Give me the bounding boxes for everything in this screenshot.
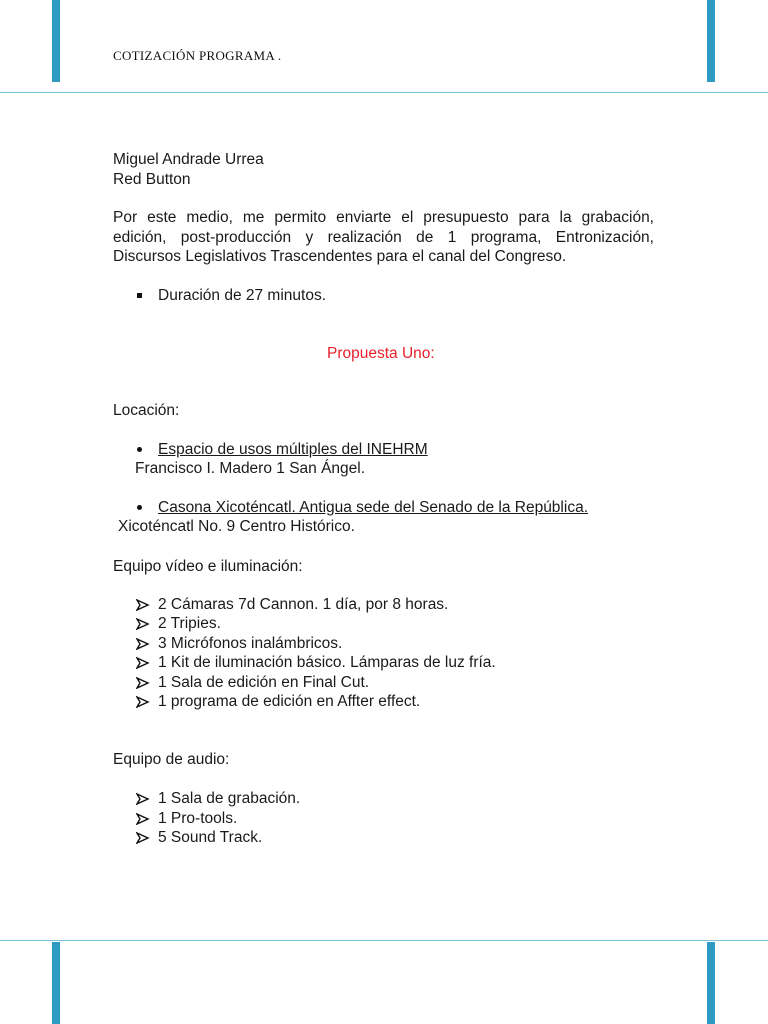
recipient-company: Red Button [113,171,191,188]
bullet-icon [137,505,142,510]
arrow-bullet-icon [136,618,150,630]
arrow-bullet-icon [136,638,150,650]
arrow-bullet-icon [136,599,150,611]
video-item: 1 programa de edición en Affter effect. [158,693,421,710]
top-right-accent-bar [707,0,715,82]
location-2-address: Xicoténcatl No. 9 Centro Histórico. [118,518,355,535]
location-1-name: Espacio de usos múltiples del INEHRM [158,441,428,458]
header-title: COTIZACIÓN PROGRAMA . [113,48,282,63]
arrow-bullet-icon [136,832,150,844]
video-item: 2 Tripies. [158,615,221,632]
proposal-title: Propuesta Uno: [327,345,435,362]
header-rule [0,92,768,93]
audio-section-label: Equipo de audio: [113,751,230,768]
footer-rule [0,940,768,941]
duration-item: Duración de 27 minutos. [158,287,327,304]
top-left-accent-bar [52,0,60,82]
square-bullet-icon [137,293,142,298]
arrow-bullet-icon [136,657,150,669]
video-item: 1 Sala de edición en Final Cut. [158,674,370,691]
bullet-icon [137,447,142,452]
arrow-bullet-icon [136,793,150,805]
video-item: 2 Cámaras 7d Cannon. 1 día, por 8 horas. [158,596,449,613]
bottom-right-accent-bar [707,942,715,1024]
video-item: 3 Micrófonos inalámbricos. [158,635,343,652]
arrow-bullet-icon [136,813,150,825]
recipient-name: Miguel Andrade Urrea [113,151,264,168]
video-item: 1 Kit de iluminación básico. Lámparas de luz fría. [158,654,496,671]
location-2-name: Casona Xicoténcatl. Antigua sede del Senado de la República. [158,499,588,516]
arrow-bullet-icon [136,696,150,708]
arrow-bullet-icon [136,677,150,689]
audio-item: 1 Pro-tools. [158,810,238,827]
video-section-label: Equipo vídeo e iluminación: [113,558,303,575]
audio-item: 1 Sala de grabación. [158,790,301,807]
intro-paragraph: Por este medio, me permito enviarte el presupuesto para la grabación, edición, post-producción y realización de 1 programa, Entronización, Discursos Legislativos Trascendentes para el canal del Congreso. [113,209,654,265]
bottom-left-accent-bar [52,942,60,1024]
audio-item: 5 Sound Track. [158,829,263,846]
location-1-address: Francisco I. Madero 1 San Ángel. [135,460,366,477]
location-label: Locación: [113,402,180,419]
